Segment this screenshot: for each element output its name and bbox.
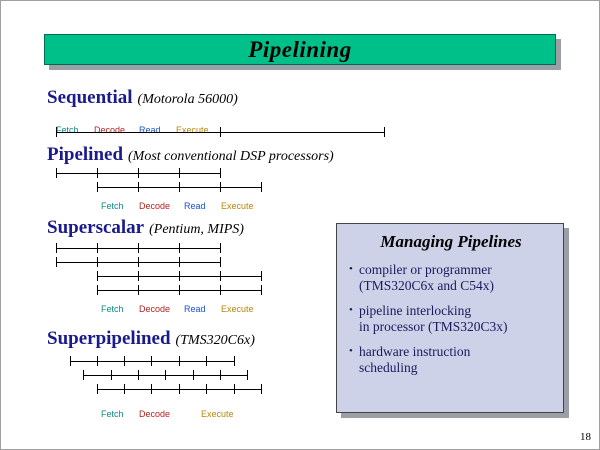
timeline-tick	[97, 243, 98, 253]
title-banner	[44, 34, 556, 65]
timeline-tick	[138, 182, 139, 192]
timeline-tick	[261, 384, 262, 394]
timeline-tick	[56, 127, 57, 137]
timeline-tick	[97, 356, 98, 366]
timeline-tick	[97, 271, 98, 281]
stage-label-fetch: Fetch	[101, 201, 124, 211]
timeline-tick	[97, 285, 98, 295]
stage-label-decode: Decode	[139, 304, 171, 314]
timeline-tick	[234, 384, 235, 394]
section-heading-sequential	[47, 87, 238, 109]
list-item-line1: hardware instruction	[359, 344, 471, 359]
section-name: Sequential	[47, 87, 133, 108]
section-note: (Most conventional DSP processors)	[128, 149, 334, 164]
timeline-tick	[179, 384, 180, 394]
timeline-tick	[70, 356, 71, 366]
timeline-tick	[179, 243, 180, 253]
section-heading-superpipelined	[47, 328, 255, 350]
section-note: (Motorola 56000)	[137, 92, 238, 107]
stage-label-read: Read	[184, 304, 206, 314]
stage-labels-superscalar	[101, 304, 265, 314]
timeline-tick	[165, 370, 166, 380]
timeline-tick	[220, 168, 221, 178]
list-item-line2: scheduling	[359, 360, 418, 375]
timeline-tick	[56, 168, 57, 178]
section-name: Pipelined	[47, 144, 124, 165]
timeline-tick	[206, 356, 207, 366]
timeline-tick	[83, 370, 84, 380]
timeline-tick	[220, 127, 221, 137]
timeline-tick	[97, 384, 98, 394]
timeline-tick	[261, 182, 262, 192]
stage-labels-superpipelined	[101, 409, 245, 419]
managing-pipelines-box	[336, 223, 564, 413]
timeline-tick	[138, 285, 139, 295]
section-note: (TMS320C6x)	[175, 333, 255, 348]
timeline-tick	[234, 356, 235, 366]
timeline-tick	[138, 243, 139, 253]
section-heading-superscalar	[47, 217, 244, 239]
timeline-tick	[179, 356, 180, 366]
timeline-tick	[384, 127, 385, 137]
timeline-tick	[193, 370, 194, 380]
timeline-tick	[179, 182, 180, 192]
timeline-tick	[138, 370, 139, 380]
list-item-line2: in processor (TMS320C3x)	[359, 319, 508, 334]
timeline-tick	[138, 168, 139, 178]
timeline-tick	[138, 257, 139, 267]
timeline-tick	[138, 271, 139, 281]
timeline-tick	[179, 257, 180, 267]
timeline-tick	[111, 370, 112, 380]
timeline-tick	[124, 384, 125, 394]
stage-label-execute: Execute	[221, 304, 254, 314]
timeline-tick	[220, 285, 221, 295]
timeline-tick	[179, 285, 180, 295]
timeline-tick	[220, 243, 221, 253]
timeline-bar	[70, 361, 234, 362]
timeline-tick	[206, 384, 207, 394]
timeline-tick	[247, 370, 248, 380]
timeline-tick	[220, 182, 221, 192]
stage-label-decode: Decode	[139, 409, 171, 419]
timeline-tick	[179, 271, 180, 281]
timeline-tick	[151, 356, 152, 366]
page-title: Pipelining	[248, 36, 352, 62]
timeline-tick	[56, 257, 57, 267]
stage-labels-pipelined	[101, 201, 265, 211]
stage-label-decode: Decode	[139, 201, 171, 211]
timeline-tick	[124, 356, 125, 366]
timeline-tick	[97, 257, 98, 267]
list-item	[349, 262, 553, 294]
section-name: Superscalar	[47, 217, 145, 238]
timeline-tick	[220, 370, 221, 380]
list-item-line2: (TMS320C6x and C54x)	[359, 278, 494, 293]
section-heading-pipelined	[47, 144, 334, 166]
timeline-tick	[97, 168, 98, 178]
timeline-tick	[179, 168, 180, 178]
section-name: Superpipelined	[47, 328, 171, 349]
timeline-tick	[220, 271, 221, 281]
stage-label-decode: Decode	[94, 125, 126, 135]
section-note: (Pentium, MIPS)	[149, 222, 244, 237]
timeline-tick	[261, 271, 262, 281]
list-item-line1: pipeline interlocking	[359, 303, 472, 318]
list-item	[349, 344, 553, 376]
list-item	[349, 303, 553, 335]
stage-label-execute: Execute	[201, 409, 234, 419]
timeline-tick	[56, 243, 57, 253]
stage-label-read: Read	[139, 125, 161, 135]
stage-label-execute: Execute	[176, 125, 209, 135]
list-item-line1: compiler or programmer	[359, 262, 492, 277]
timeline-tick	[220, 257, 221, 267]
managing-box-title: Managing Pipelines	[380, 232, 522, 251]
managing-list	[349, 262, 553, 376]
timeline-tick	[261, 285, 262, 295]
stage-label-fetch: Fetch	[56, 125, 79, 135]
stage-label-fetch: Fetch	[101, 304, 124, 314]
stage-label-fetch: Fetch	[101, 409, 124, 419]
stage-labels-sequential	[56, 125, 220, 135]
stage-label-read: Read	[184, 201, 206, 211]
timeline-tick	[97, 182, 98, 192]
timeline-tick	[151, 384, 152, 394]
stage-label-execute: Execute	[221, 201, 254, 211]
page-number: 18	[580, 431, 591, 443]
